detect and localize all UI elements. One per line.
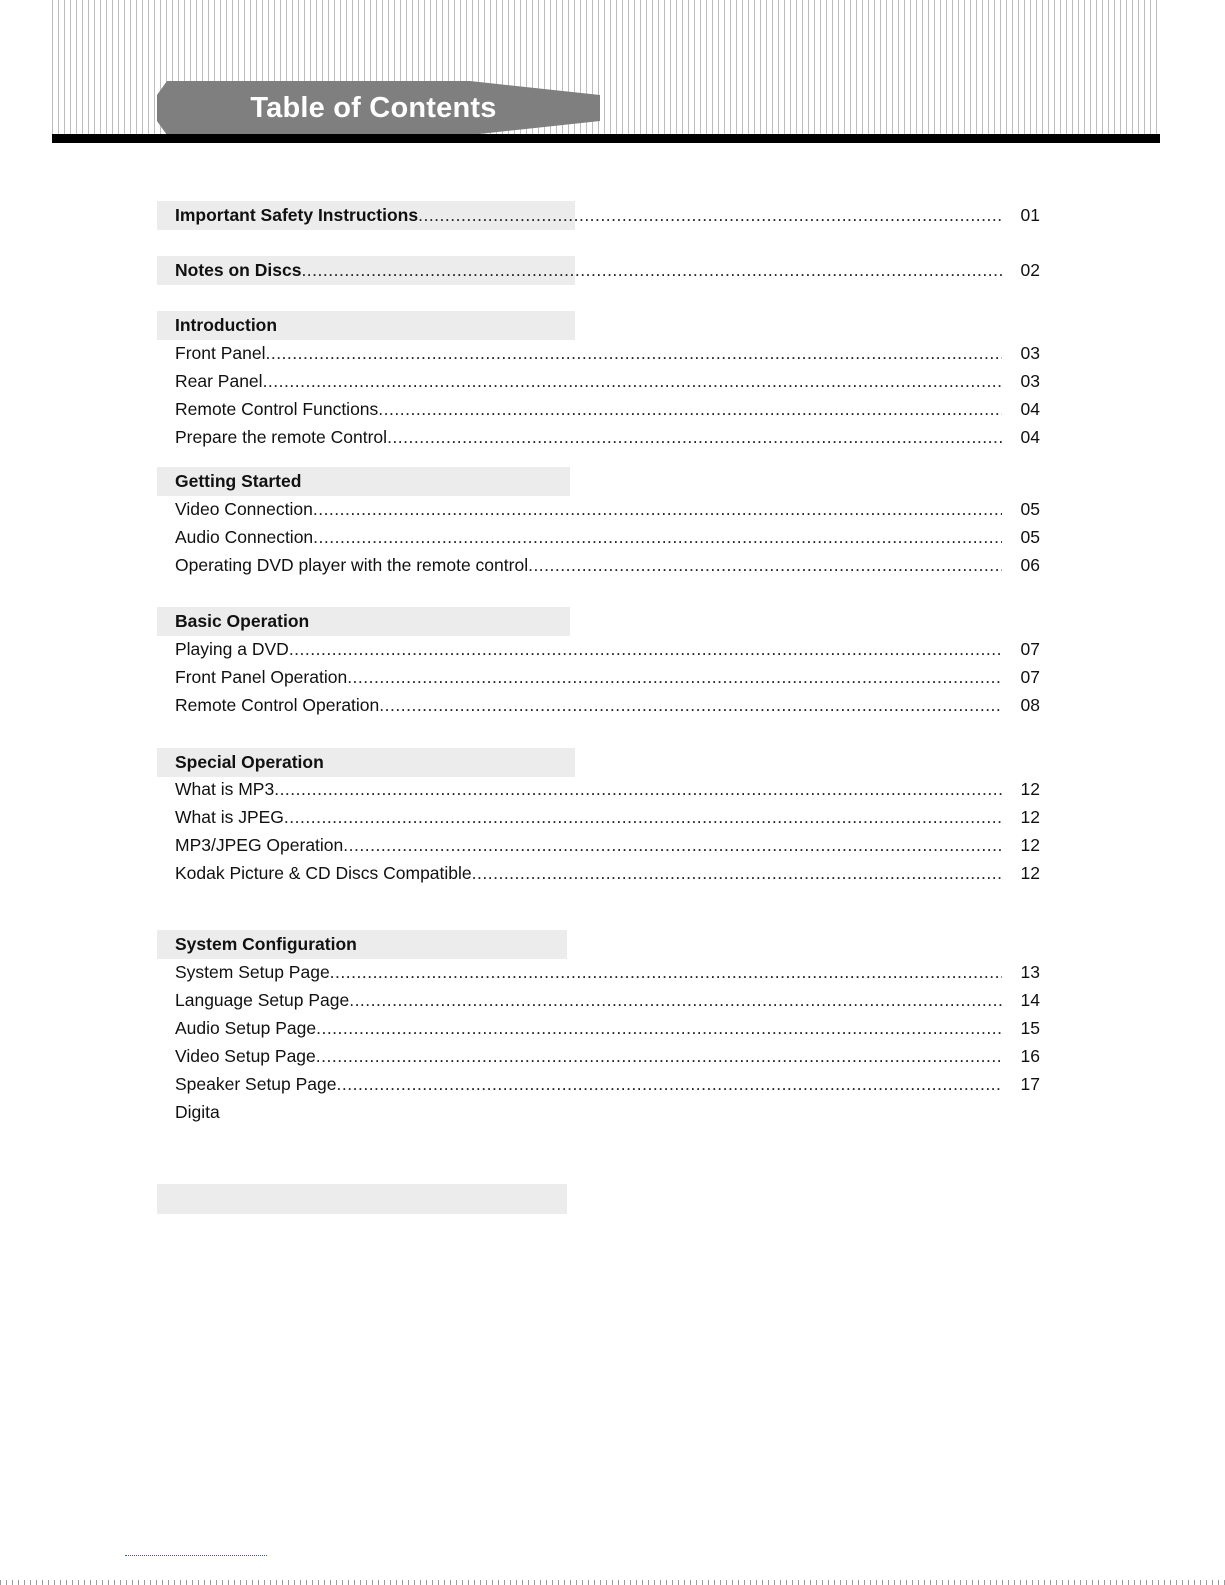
toc-entry-label: Front Panel Operation <box>175 667 348 687</box>
dot-leader <box>472 860 1002 886</box>
toc-entry[interactable] <box>175 424 1040 450</box>
toc-entry[interactable] <box>175 959 1040 985</box>
dot-leader <box>378 396 1002 422</box>
dot-leader <box>265 340 1002 366</box>
section-title-system-configuration: System Configuration <box>175 934 357 954</box>
toc-entry-label: Audio Connection <box>175 527 314 547</box>
dot-leader <box>313 496 1002 522</box>
toc-entry-label: System Setup Page <box>175 962 330 982</box>
dot-leader <box>528 552 1002 578</box>
header-rule <box>52 134 1160 143</box>
empty-section-band <box>157 1184 567 1214</box>
toc-truncated-entry <box>175 1099 1040 1125</box>
section-title-getting-started: Getting Started <box>175 471 302 491</box>
toc-entry-label: Remote Control Operation <box>175 695 380 715</box>
dot-leader <box>343 832 1002 858</box>
toc-entry-label: Speaker Setup Page <box>175 1074 337 1094</box>
dot-leader <box>337 1071 1002 1097</box>
toc-page-number: 07 <box>1020 639 1040 659</box>
toc-entry-label: Video Connection <box>175 499 313 519</box>
toc-page-number: 12 <box>1020 863 1040 883</box>
toc-entry-label: Playing a DVD <box>175 639 289 659</box>
toc-entry[interactable] <box>175 1071 1040 1097</box>
toc-entry-safety[interactable] <box>175 201 1040 230</box>
toc-page-number: 17 <box>1020 1074 1040 1094</box>
toc-entry[interactable] <box>175 692 1040 718</box>
toc-page-number: 02 <box>1020 260 1040 280</box>
toc-entry[interactable] <box>175 340 1040 366</box>
toc-entry[interactable] <box>175 524 1040 550</box>
toc-entry-label: Audio Setup Page <box>175 1018 317 1038</box>
toc-entry[interactable] <box>175 804 1040 830</box>
dot-leader <box>284 804 1002 830</box>
toc-entry-label: What is MP3 <box>175 779 275 799</box>
toc-entry-notes-on-discs[interactable] <box>175 256 1040 285</box>
dot-leader <box>379 692 1002 718</box>
dot-leader <box>316 1043 1002 1069</box>
section-title-basic-operation: Basic Operation <box>175 611 310 631</box>
toc-page-number: 12 <box>1020 835 1040 855</box>
toc-page-number: 12 <box>1020 807 1040 827</box>
dot-leader <box>316 1015 1002 1041</box>
toc-entry[interactable] <box>175 776 1040 802</box>
toc-entry[interactable] <box>175 636 1040 662</box>
toc-page-number: 05 <box>1020 527 1040 547</box>
footer-underline <box>125 1555 267 1557</box>
toc-entry-label: Operating DVD player with the remote control <box>175 555 529 575</box>
toc-entry-label: Kodak Picture & CD Discs Compatible <box>175 863 472 883</box>
toc-entry-label: Language Setup Page <box>175 990 350 1010</box>
toc-page-number: 14 <box>1020 990 1040 1010</box>
toc-entry-label: Video Setup Page <box>175 1046 316 1066</box>
toc-entry[interactable] <box>175 1015 1040 1041</box>
toc-page-number: 04 <box>1020 399 1040 419</box>
toc-entry-label: Front Panel <box>175 343 266 363</box>
dot-leader <box>274 776 1002 802</box>
toc-entry-label: Rear Panel <box>175 371 263 391</box>
toc-page-number: 13 <box>1020 962 1040 982</box>
toc-entry-label: Remote Control Functions <box>175 399 379 419</box>
toc-page-number: 15 <box>1020 1018 1040 1038</box>
toc-entry[interactable] <box>175 860 1040 886</box>
dot-leader <box>347 664 1002 690</box>
toc-entry[interactable] <box>175 496 1040 522</box>
toc-entry[interactable] <box>175 987 1040 1013</box>
toc-page-number: 07 <box>1020 667 1040 687</box>
toc-page-number: 06 <box>1020 555 1040 575</box>
page-title: Table of Contents <box>250 91 497 124</box>
toc-page-number: 05 <box>1020 499 1040 519</box>
toc-entry[interactable] <box>175 1043 1040 1069</box>
toc-entry-label: Important Safety Instructions <box>175 205 419 225</box>
dot-leader <box>349 987 1002 1013</box>
toc-entry-label: Prepare the remote Control <box>175 427 388 447</box>
dot-leader <box>387 424 1002 450</box>
toc-entry-label: Notes on Discs <box>175 260 302 280</box>
bottom-stripes <box>0 1580 1225 1585</box>
toc-page-number: 12 <box>1020 779 1040 799</box>
toc-entry-label: MP3/JPEG Operation <box>175 835 344 855</box>
toc-entry[interactable] <box>175 552 1040 578</box>
dot-leader <box>263 368 1002 394</box>
toc-entry[interactable] <box>175 832 1040 858</box>
dot-leader <box>418 201 1002 230</box>
dot-leader <box>289 636 1002 662</box>
toc-entry[interactable] <box>175 664 1040 690</box>
toc-page-number: 04 <box>1020 427 1040 447</box>
toc-page-number: 08 <box>1020 695 1040 715</box>
toc-page-number: 16 <box>1020 1046 1040 1066</box>
toc-entry[interactable] <box>175 368 1040 394</box>
dot-leader <box>301 256 1002 285</box>
toc-page-number: 01 <box>1020 205 1040 225</box>
toc-entry-label: What is JPEG <box>175 807 284 827</box>
toc-page-number: 03 <box>1020 371 1040 391</box>
dot-leader <box>313 524 1002 550</box>
section-title-introduction: Introduction <box>175 315 278 335</box>
toc-page-number: 03 <box>1020 343 1040 363</box>
section-title-special-operation: Special Operation <box>175 752 324 772</box>
dot-leader <box>330 959 1002 985</box>
toc-entry-label: Digita <box>175 1102 220 1122</box>
toc-entry[interactable] <box>175 396 1040 422</box>
